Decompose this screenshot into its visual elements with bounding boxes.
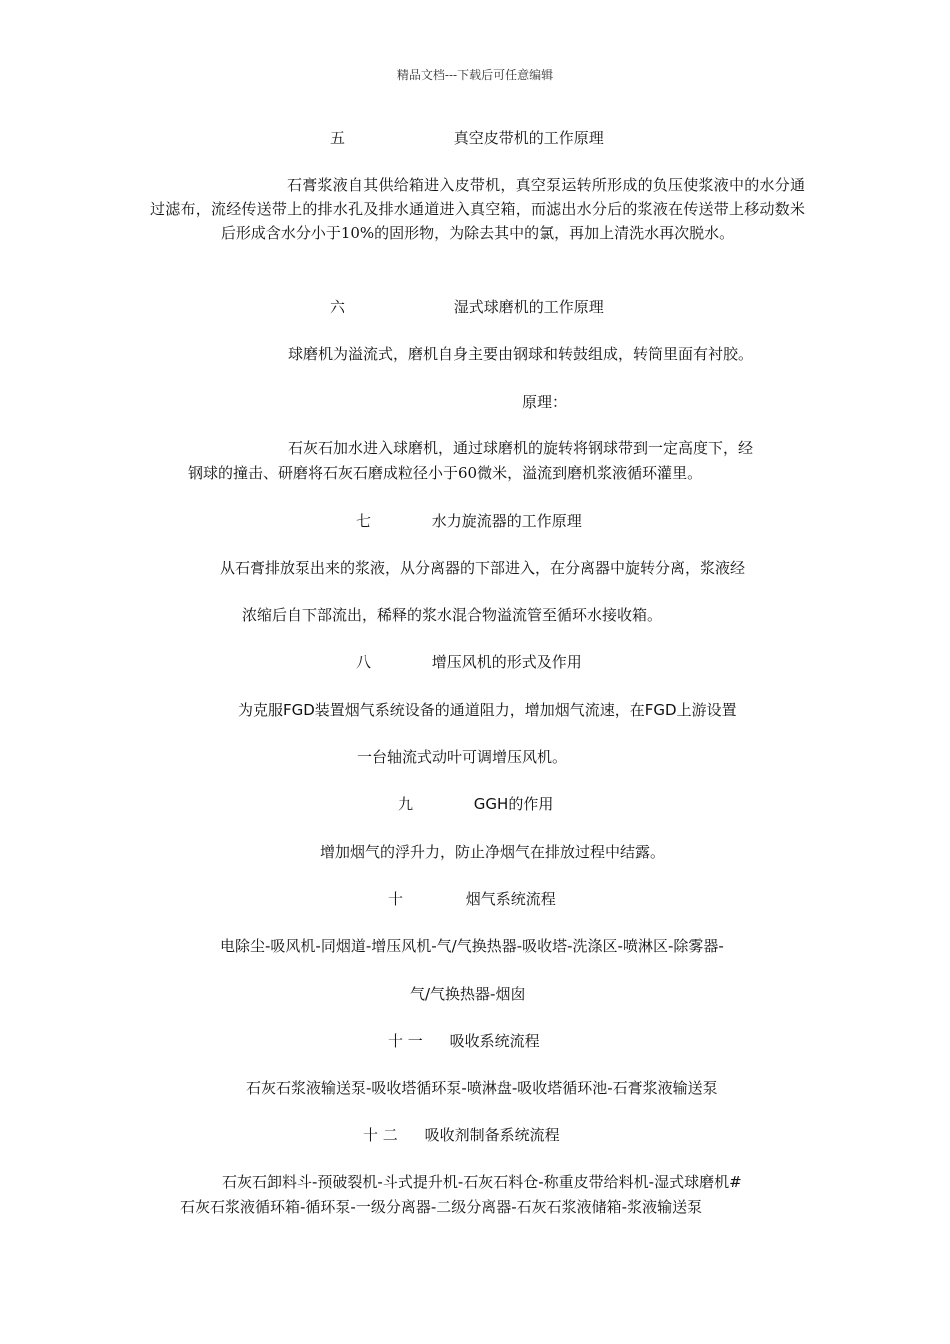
section-10-line1: 电除尘-吸风机-同烟道-增压风机-气/气换热器-吸收塔-洗涤区-喷淋区-除雾器- <box>220 937 724 955</box>
section-5-paragraph: 石膏浆液自其供给箱进入皮带机，真空泵运转所形成的负压使浆液中的水分通过滤布，流经传送带上的排水孔及排水通道进入真空箱，而滤出水分后的浆液在传送带上移动数米后形成含水分小于10%的固形物，为除去其中的氯，再加上清洗水再次脱水。 <box>150 176 805 242</box>
section-5-title: 真空皮带机的工作原理 <box>453 129 604 147</box>
section-6-intro: 球磨机为溢流式，磨机自身主要由钢球和转鼓组成，转筒里面有衬胶。 <box>288 345 754 363</box>
section-6-title: 湿式球磨机的工作原理 <box>453 298 604 316</box>
section-11-title: 吸收系统流程 <box>449 1032 540 1050</box>
section-9-number: 九 <box>398 795 414 813</box>
section-8-number: 八 <box>356 653 372 671</box>
section-7-heading <box>356 510 582 531</box>
section-6-paragraph-line1: 石灰石加水进入球磨机，通过球磨机的旋转将钢球带到一定高度下，经 <box>288 439 754 457</box>
section-8-line2: 一台轴流式动叶可调增压风机。 <box>357 748 568 766</box>
section-9-line1: 增加烟气的浮升力，防止净烟气在排放过程中结露。 <box>320 843 666 861</box>
section-9-heading <box>398 793 553 814</box>
section-11-heading <box>388 1030 540 1051</box>
section-7-number: 七 <box>356 512 372 530</box>
section-12-title: 吸收剂制备系统流程 <box>424 1126 560 1144</box>
section-5-number: 五 <box>330 129 346 147</box>
section-5-heading <box>330 127 604 148</box>
section-11-number: 十 一 <box>388 1032 423 1050</box>
section-6-heading <box>330 296 604 317</box>
section-9-title: GGH的作用 <box>473 795 554 813</box>
section-6-paragraph-line2: 钢球的撞击、研磨将石灰石磨成粒径小于60微米，溢流到磨机浆液循环灌里。 <box>188 464 703 482</box>
section-10-heading <box>388 888 556 909</box>
section-11-line1: 石灰石浆液输送泵-吸收塔循环泵-喷淋盘-吸收塔循环池-石膏浆液输送泵 <box>246 1079 718 1097</box>
section-12-line2: 石灰石浆液循环箱-循环泵-一级分离器-二级分离器-石灰石浆液储箱-浆液输送泵 <box>180 1198 703 1216</box>
section-12-line1: 石灰石卸料斗-预破裂机-斗式提升机-石灰石料仓-称重皮带给料机-湿式球磨机# <box>222 1173 742 1191</box>
section-7-line2: 浓缩后自下部流出，稀释的浆水混合物溢流管至循环水接收箱。 <box>242 606 663 624</box>
section-12-number: 十 二 <box>363 1126 398 1144</box>
page-header: 精品文档---下载后可任意编辑 <box>396 68 554 82</box>
section-10-number: 十 <box>388 890 404 908</box>
section-7-title: 水力旋流器的工作原理 <box>431 512 582 530</box>
section-8-line1: 为克服FGD装置烟气系统设备的通道阻力，增加烟气流速，在FGD上游设置 <box>238 701 737 719</box>
section-6-principle-label: 原理： <box>522 393 568 411</box>
section-8-heading <box>356 651 582 672</box>
section-7-line1: 从石膏排放泵出来的浆液，从分离器的下部进入，在分离器中旋转分离，浆液经 <box>220 559 746 577</box>
section-6-number: 六 <box>330 298 346 316</box>
section-10-line2: 气/气换热器-烟囱 <box>410 985 526 1003</box>
section-8-title: 增压风机的形式及作用 <box>431 653 582 671</box>
section-12-heading <box>363 1124 560 1145</box>
section-10-title: 烟气系统流程 <box>465 890 556 908</box>
